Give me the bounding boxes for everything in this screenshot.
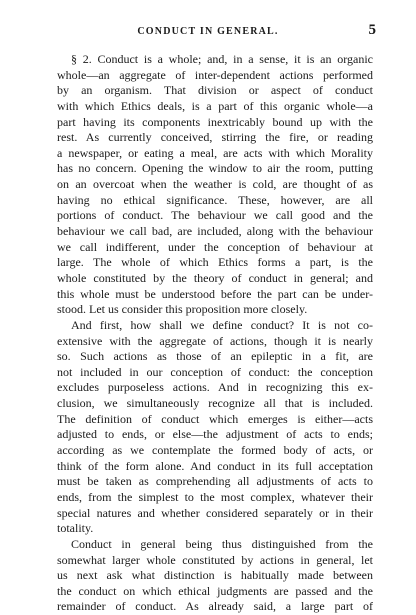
text-line: behaviour we call bad, are included, along with the behaviour — [57, 224, 373, 239]
text-line: And first, how shall we define conduct? It is not co- — [71, 317, 373, 332]
text-line: whole—an aggregate of inter-dependent actions performed — [57, 67, 373, 82]
text-line: on an overcoat when the weather is cold, are thought of as — [57, 177, 373, 192]
page-number: 5 — [368, 22, 376, 38]
text-line: large. The whole of which Ethics forms a part, is the — [57, 255, 373, 270]
text-line: remainder of conduct. As already said, a large part of — [57, 599, 373, 614]
running-head — [52, 22, 376, 40]
text-line: the conduct on which ethical judgments are passed and the — [57, 583, 373, 598]
text-line: according as we contemplate the formed body of acts, or — [57, 443, 373, 458]
text-line: by an organism. That division or aspect of conduct — [57, 83, 373, 98]
running-title: CONDUCT IN GENERAL. — [137, 26, 279, 37]
text-line: extensive with the aggregate of actions, though it is nearly — [57, 333, 373, 348]
body-text — [57, 52, 373, 615]
text-line: with which Ethics deals, is a part of this organic whole—a — [57, 98, 373, 113]
text-line: somewhat larger whole constituted by actions in general, let — [57, 552, 373, 567]
text-line: we call indifferent, under the conception of behaviour at — [57, 239, 373, 254]
text-line: rest. As currently conceived, stirring the fire, or reading — [57, 130, 373, 145]
text-line: Conduct in general being thus distinguished from the — [71, 536, 373, 551]
text-line: ends, from the simplest to the most complex, whatever their — [57, 489, 373, 504]
text-line: stood. Let us consider this proposition more closely. — [57, 302, 308, 317]
text-line: special natures and whether considered separately or in their — [57, 505, 373, 520]
text-line: not included in our conception of conduct: the conception — [57, 364, 373, 379]
text-line: totality. — [57, 521, 94, 536]
text-line: having no ethical significance. These, however, are all — [57, 192, 373, 207]
text-line: this whole must be understood before the part can be under- — [57, 286, 373, 301]
text-line: must be taken as comprehending all adjustments of acts to — [57, 474, 373, 489]
text-line: § 2. Conduct is a whole; and, in a sense, it is an organic — [71, 52, 373, 66]
text-line: adjusted to ends, or else—the adjustment of acts to ends; — [57, 427, 373, 442]
text-line: us next ask what distinction is habitually made between — [57, 568, 373, 583]
text-line: part having its components inextricably bound up with the — [57, 114, 373, 129]
text-line: whole constituted by the theory of conduct in general; and — [57, 270, 373, 285]
text-line: excludes purposeless actions. And in recognizing this ex- — [57, 380, 373, 395]
text-line: The definition of conduct which emerges is either—acts — [57, 411, 373, 426]
text-line: so. Such actions as those of an epileptic in a fit, are — [57, 349, 373, 364]
text-line: a newspaper, or eating a meal, are acts with which Morality — [57, 145, 373, 160]
text-line: think of the form alone. And conduct in its full acceptation — [57, 458, 373, 473]
text-line: portions of conduct. The behaviour we call good and the — [57, 208, 373, 223]
text-line: has no concern. Opening the window to air the room, putting — [57, 161, 373, 176]
text-line: clusion, we simultaneously recognize all that is included. — [57, 396, 373, 411]
